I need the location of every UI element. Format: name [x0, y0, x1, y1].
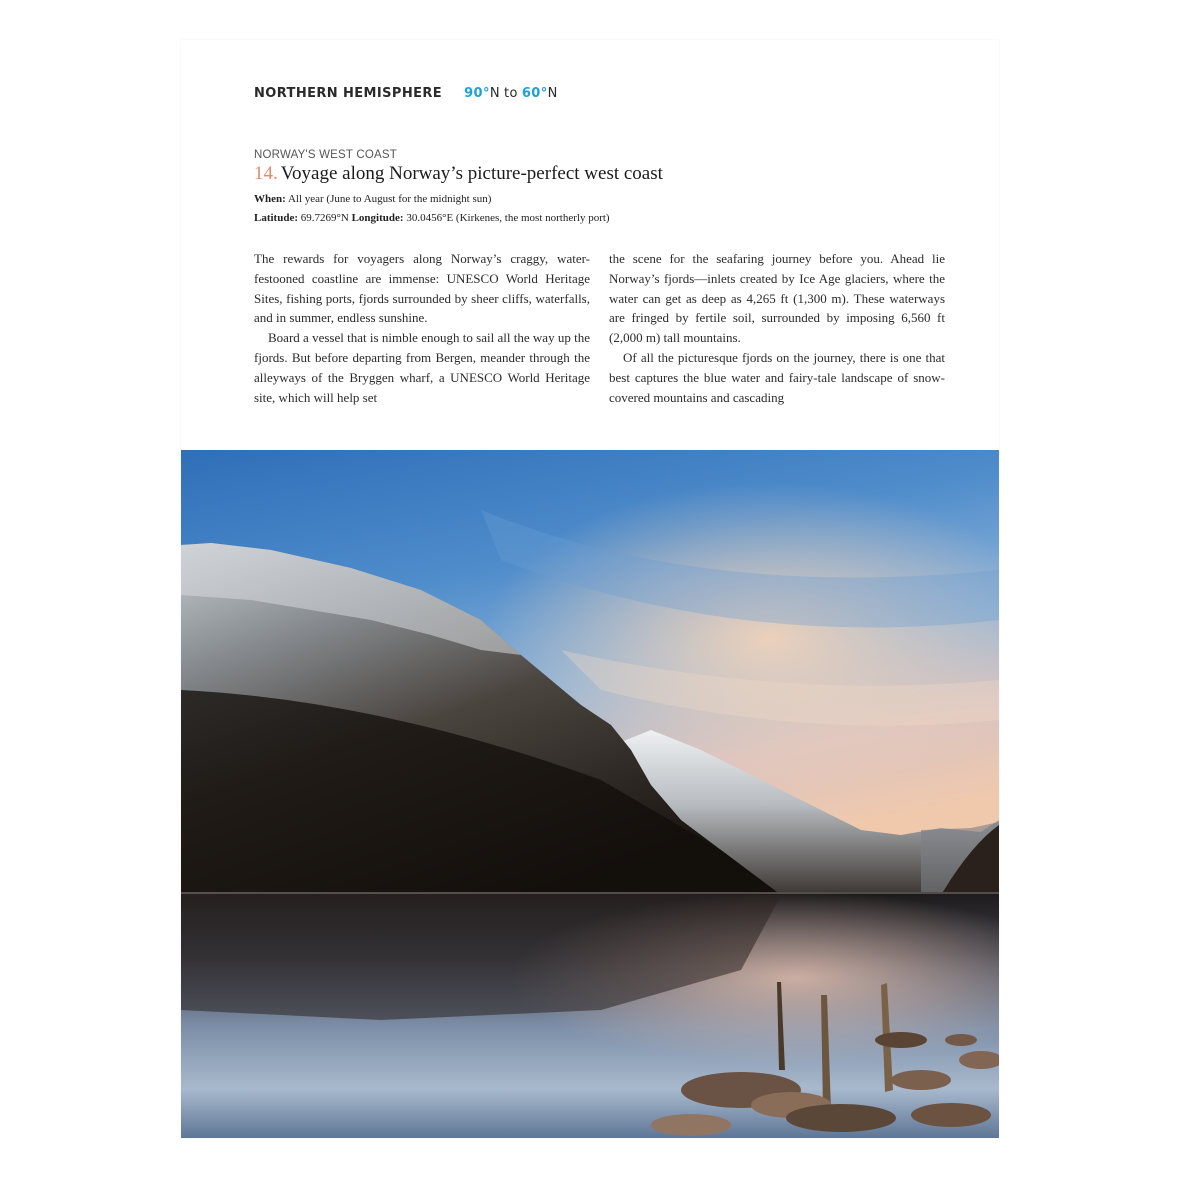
latitude-value: 69.7269°N	[300, 212, 349, 224]
latitude-start: 90°	[464, 86, 490, 101]
entry-kicker: NORWAY'S WEST COAST	[254, 149, 397, 161]
running-head	[254, 86, 558, 101]
longitude-value: 30.0456°E (Kirkenes, the most northerly port)	[406, 212, 610, 224]
latitude-end-direction: N	[547, 86, 558, 101]
longitude-label: Longitude:	[351, 212, 404, 224]
latitude-end: 60°	[521, 86, 548, 101]
entry-when	[254, 193, 491, 205]
body-paragraph: Of all the picturesque fjords on the journey, there is one that best captures the blue water and fairy-tale landscape of snow-covered mountains and cascading	[609, 349, 945, 405]
latitude-label: Latitude:	[254, 212, 298, 224]
entry-title-text: Voyage along Norway’s picture-perfect west coast	[280, 163, 663, 184]
entry-title	[254, 163, 663, 185]
body-column-right	[609, 249, 945, 407]
latitude-range-separator: to	[504, 86, 518, 101]
entry-coordinates	[254, 212, 610, 224]
section-label: NORTHERN HEMISPHERE	[254, 86, 443, 101]
body-paragraph: the scene for the seafaring journey before you. Ahead lie Norway’s fjords—inlets created by Ice Age glaciers, where the water can get as deep as 4,265 ft (1,300 m). These waterways are fringed by fertile soil, surrounded by imposing 6,560 ft (2,000 m) tall mountains.	[609, 251, 945, 346]
entry-number: 14.	[254, 163, 278, 184]
body-column-left	[254, 249, 590, 407]
when-label: When:	[254, 193, 286, 205]
fjord-photo-illustration	[181, 450, 999, 1138]
fjord-photo	[181, 450, 999, 1138]
body-paragraph: The rewards for voyagers along Norway’s craggy, water-festooned coastline are immense: UNESCO World Heritage Sites, fishing ports, fjords surrounded by sheer cliffs, waterfalls, and in summer, endless sunshine.	[254, 251, 590, 326]
latitude-start-direction: N	[489, 86, 500, 101]
body-paragraph: Board a vessel that is nimble enough to sail all the way up the fjords. But before departing from Bergen, meander through the alleyways of the Bryggen wharf, a UNESCO World Heritage site, which will help set	[254, 330, 590, 405]
when-value: All year (June to August for the midnight sun)	[287, 193, 492, 205]
